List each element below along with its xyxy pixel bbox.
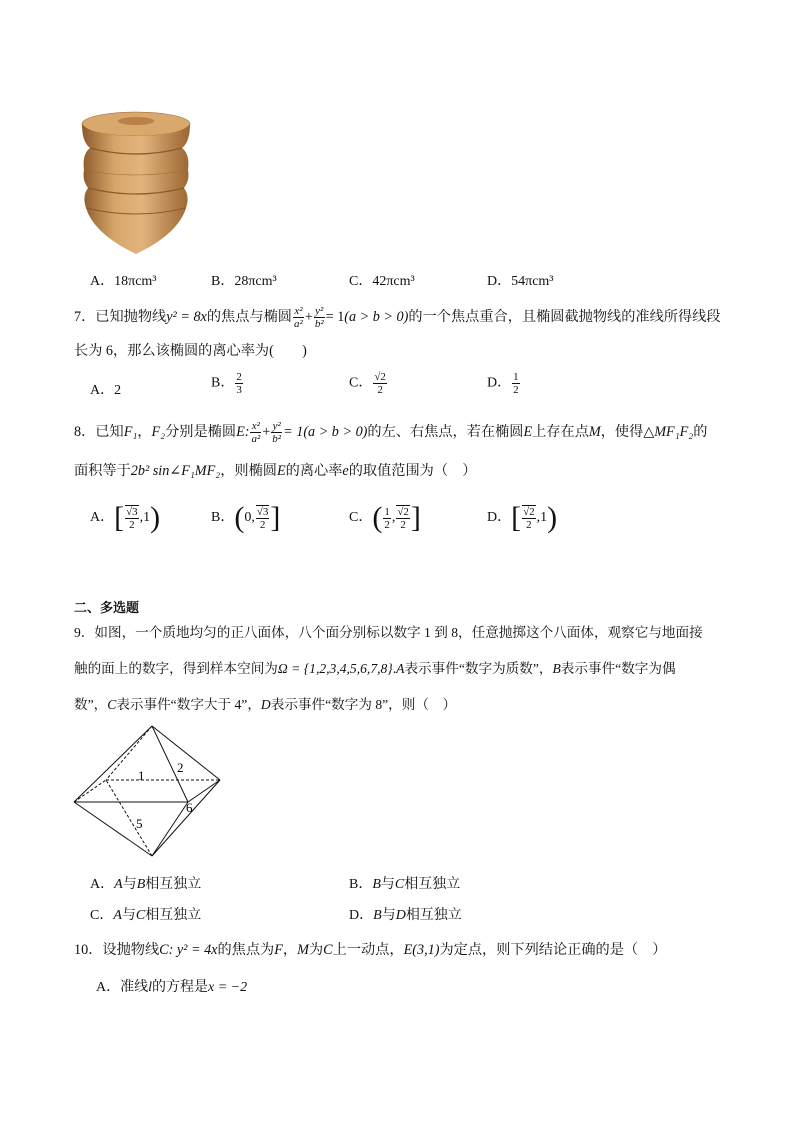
q8-option-b[interactable]: B．(0, $\frac{√3}{2}$ ] (211, 501, 281, 534)
q7-ellipse-y-frac: $\frac{\text{y²}}{\text{b²}}$ (314, 305, 324, 330)
q6-option-d[interactable]: D．54πcm³ (487, 274, 554, 289)
octahedron-face-6-label: 6 (186, 800, 193, 815)
q10-option-a[interactable]: A．准线l的方程是x = −2 (96, 980, 248, 995)
spinning-top-image (80, 108, 192, 256)
q7-option-b[interactable]: B． $\frac{2}{3}$ (211, 371, 242, 396)
q7-option-d[interactable]: D． $\frac{1}{2}$ (487, 371, 519, 396)
q7-option-a[interactable]: A．2 (90, 383, 122, 398)
q8-line2: 面积等于2b² sin∠F₁MF₂，则椭圆E的离心率e的取值范围为（ ） (74, 463, 477, 479)
q6-option-c[interactable]: C．42πcm³ (349, 274, 415, 289)
q9-option-c[interactable]: C．A与C相互独立 (90, 908, 202, 923)
q7-line2: 长为 6，那么该椭圆的离心率为( ) (74, 343, 307, 359)
q9-line1: 9．如图，一个质地均匀的正八面体，八个面分别标以数字 1 到 8，任意抛掷这个八面体，观察它与地面接 (74, 625, 703, 640)
octahedron-face-1-label: 1 (138, 768, 145, 783)
q8-line1: 8．已知F₁，F₂分别是椭圆E: $\frac{\text{x²}}{\text{a²}}$ + $\frac{\text{y²}}{\text{b²}}$ = 1(a > b > 0)的左、右焦点，若在椭圆E上存在点M，使得△MF₁F₂的 (74, 420, 708, 445)
q8-option-d[interactable]: D．[ $\frac{√2}{2}$ ,1) (487, 501, 558, 534)
section-title-multiple-choice: 二、多选题 (74, 600, 140, 615)
q9-option-d[interactable]: D．B与D相互独立 (349, 908, 462, 923)
q8-option-c[interactable]: C．( $\frac{1}{2}$ , $\frac{√2}{2}$ ] (349, 501, 421, 534)
q7-option-c[interactable]: C． $\frac{√2}{2}$ (349, 371, 386, 396)
octahedron-face-5-label: 5 (136, 816, 143, 831)
q9-option-b[interactable]: B．B与C相互独立 (349, 877, 461, 892)
q9-line3: 数”，C表示事件“数字大于 4”，D表示事件“数字为 8”，则（ ） (74, 697, 457, 712)
q6-option-b[interactable]: B．28πcm³ (211, 274, 277, 289)
q7-line1: 7．已知抛物线y² = 8x的焦点与椭圆 $\frac{\text{x²}}{\text{a²}}$ + $\frac{\text{y²}}{\text{b²}}$ = 1(a > b > 0)的一个焦点重合，且椭圆截抛物线的准线所得线段 (74, 305, 721, 330)
q6-option-a[interactable]: A．18πcm³ (90, 274, 157, 289)
q10-line1: 10．设抛物线C: y² = 4x的焦点为F，M为C上一动点，E(3,1)为定点，则下列结论正确的是（ ） (74, 942, 667, 958)
q8-option-a[interactable]: A．[ $\frac{√3}{2}$ ,1) (90, 501, 161, 534)
q7-ellipse-x-frac: $\frac{\text{x²}}{\text{a²}}$ (294, 305, 303, 330)
octahedron-face-2-label: 2 (177, 760, 184, 775)
q9-line2: 触的面上的数字，得到样本空间为Ω = {1,2,3,4,5,6,7,8}.A表示事件“数字为质数”，B表示事件“数字为偶 (74, 661, 676, 676)
octahedron-figure (70, 722, 230, 862)
q9-option-a[interactable]: A．A与B相互独立 (90, 877, 202, 892)
